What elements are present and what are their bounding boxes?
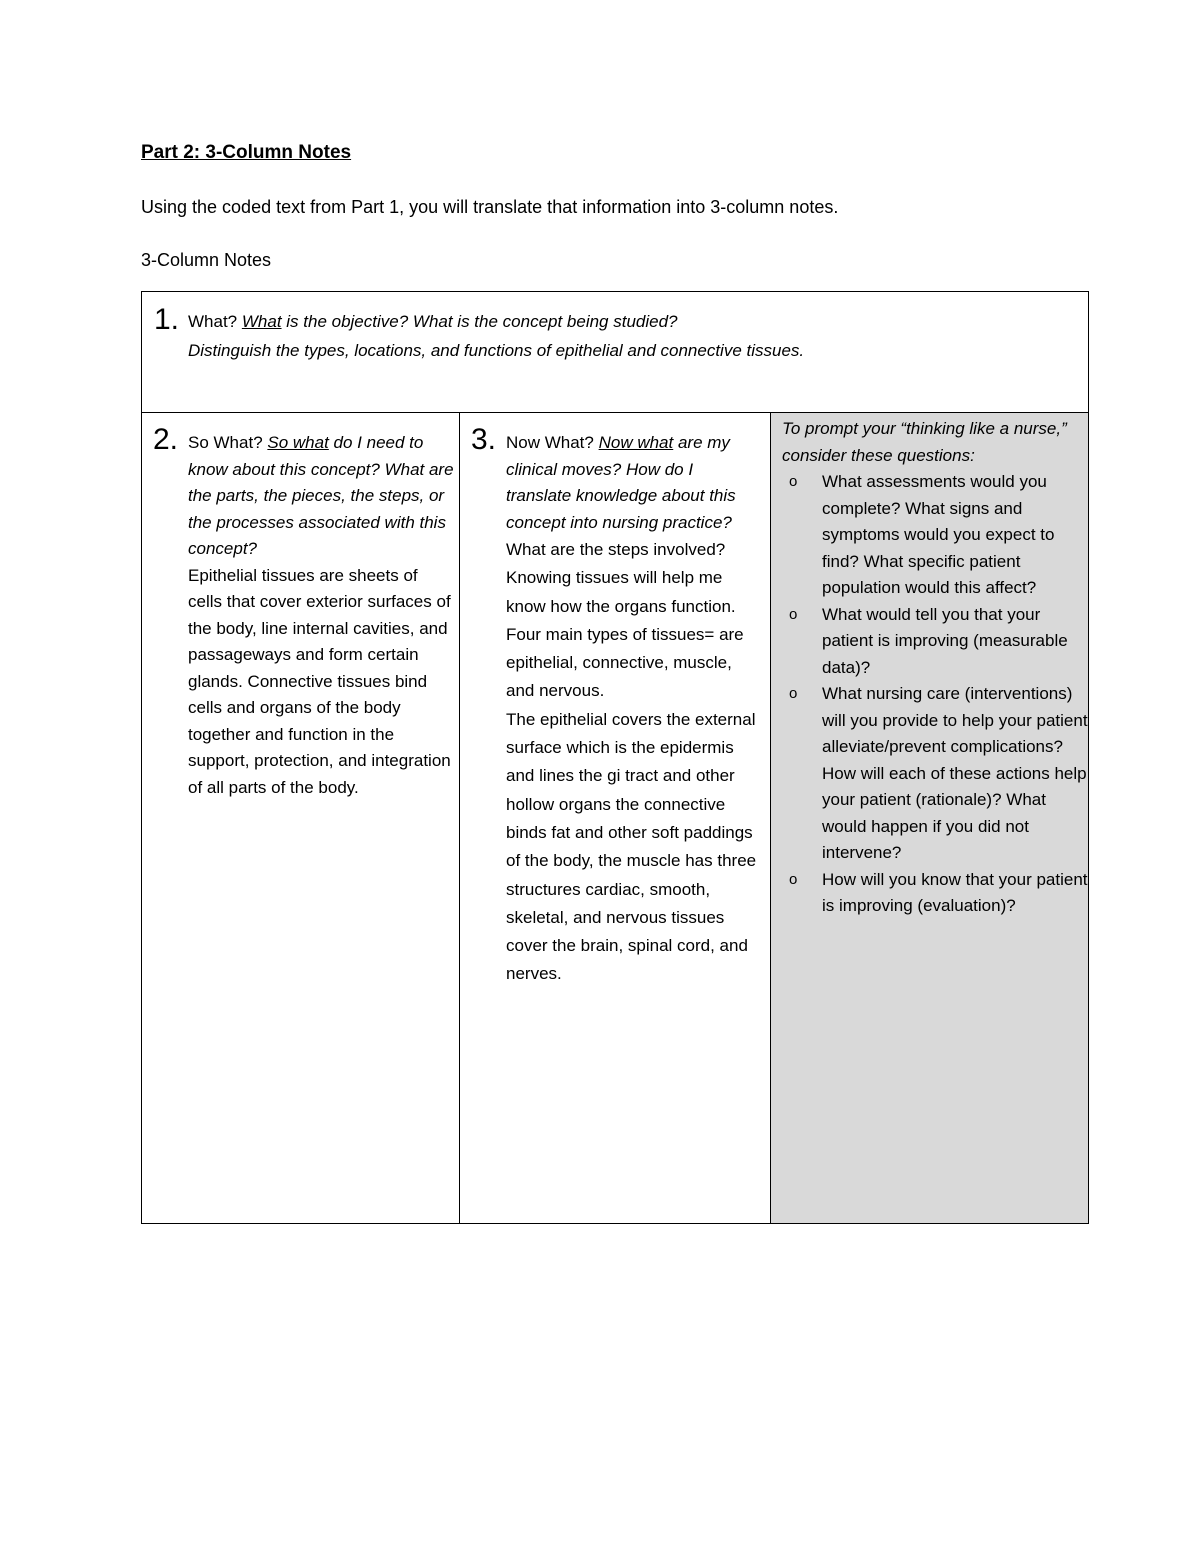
- what-question: [188, 309, 678, 335]
- three-column-notes-table: [141, 291, 1089, 1224]
- prompt-question: What nursing care (interventions) will you provide to help your patient alleviate/prevent complications? How will each of these actions help your patient (rationale)? What would happen if you did not intervene?: [822, 684, 1088, 862]
- now-what-text: [506, 430, 762, 989]
- hollow-bullet-icon: o: [789, 870, 798, 888]
- list-item: [771, 602, 1089, 682]
- so-what-column: [142, 413, 460, 1223]
- section-number-2: 2.: [153, 423, 179, 456]
- prompt-question: How will you know that your patient is improving (evaluation)?: [822, 869, 1088, 915]
- intro-text: Using the coded text from Part 1, you will translate that information into 3-column notes.: [141, 197, 839, 217]
- thinking-prompt-column: [771, 413, 1088, 1223]
- what-lead: What?: [188, 312, 242, 331]
- what-underlined: What: [241, 312, 282, 331]
- now-what-column: [460, 413, 771, 1223]
- prompt-question-list: [771, 469, 1089, 920]
- table-label: 3-Column Notes: [141, 250, 272, 270]
- columns-row: [142, 413, 1088, 1223]
- prompt-question: What assessments would you complete? What signs and symptoms would you expect to find? What specific patient population would this affect?: [822, 472, 1055, 597]
- now-what-types: Four main types of tissues= are epithelial, connective, muscle, and nervous.: [506, 624, 744, 701]
- now-what-underlined: Now what: [598, 433, 674, 452]
- so-what-question: do I need to know about this concept? What are the parts, the pieces, the steps, or the processes associated with this concept?: [188, 433, 454, 558]
- list-item: [771, 867, 1089, 920]
- section-number-1: 1.: [154, 303, 180, 336]
- so-what-lead: So What?: [188, 433, 268, 452]
- list-item: [771, 469, 1089, 602]
- prompt-question: What would tell you that your patient is improving (measurable data)?: [822, 604, 1068, 677]
- so-what-text: [188, 430, 456, 801]
- now-what-lead: Now What?: [506, 433, 599, 452]
- so-what-underlined: So what: [267, 433, 329, 452]
- section-heading: Part 2: 3-Column Notes: [141, 142, 352, 163]
- list-item: [771, 681, 1089, 867]
- what-section: [142, 292, 1088, 413]
- now-what-steps: What are the steps involved? Knowing tissues will help me know how the organs function.: [506, 540, 736, 616]
- now-what-detail: The epithelial covers the external surface which is the epidermis and lines the gi tract and other hollow organs the connective binds fat and other soft paddings of the body, the muscle has three structures cardiac, smooth, skeletal, and nervous tissues cover the brain, spinal cord, and nerves.: [506, 709, 757, 984]
- what-answer: Distinguish the types, locations, and functions of epithelial and connective tissues.: [188, 341, 805, 360]
- hollow-bullet-icon: o: [789, 605, 798, 623]
- thinking-prompt: To prompt your “thinking like a nurse,” consider these questions:: [782, 419, 1067, 465]
- so-what-answer: Epithelial tissues are sheets of cells that cover exterior surfaces of the body, line internal cavities, and passageways and form certain glands. Connective tissues bind cells and organs of the body together and function in the support, protection, and integration of all parts of the body.: [188, 565, 451, 797]
- section-number-3: 3.: [471, 423, 497, 456]
- hollow-bullet-icon: o: [789, 685, 798, 702]
- now-what-question: are my clinical moves? How do I translate knowledge about this concept into nursing practice?: [506, 433, 736, 532]
- what-question-rest: is the objective? What is the concept being studied?: [281, 312, 678, 331]
- hollow-bullet-icon: o: [789, 473, 798, 490]
